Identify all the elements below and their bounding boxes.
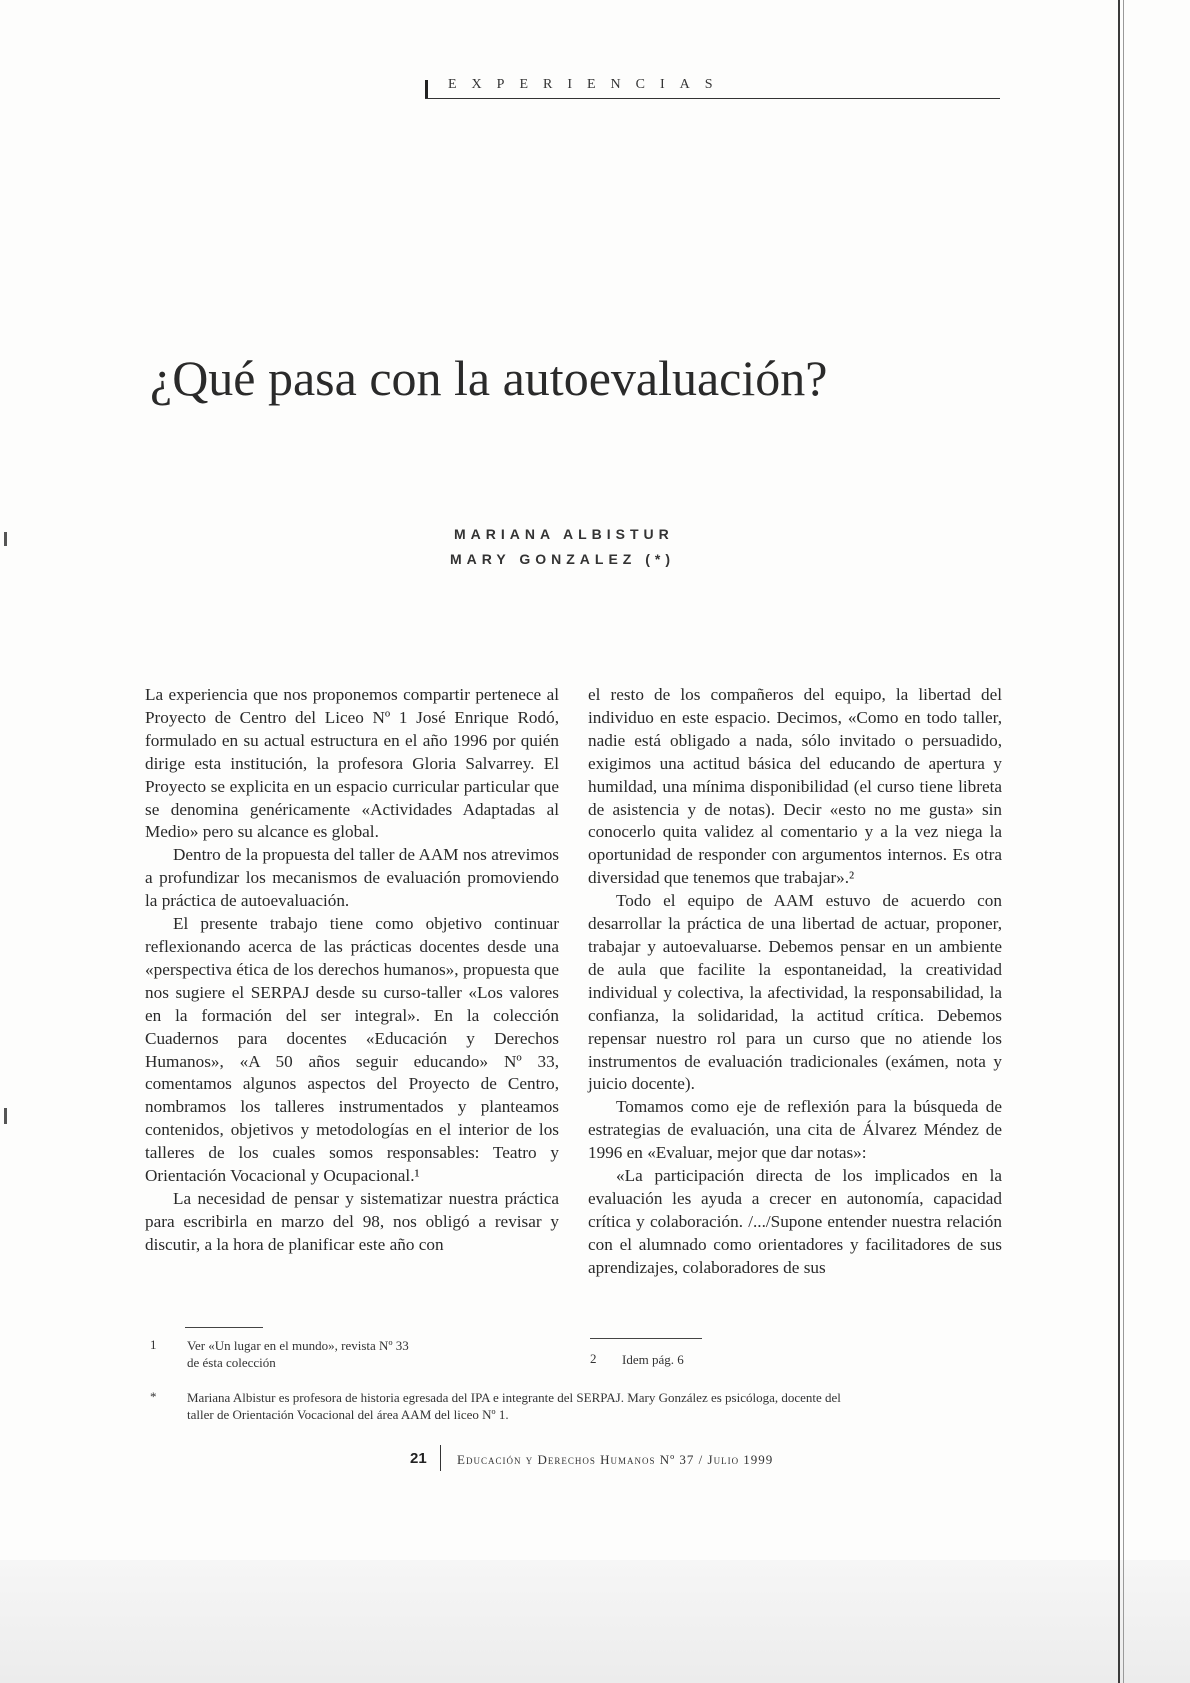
publication-footer: Educación y Derechos Humanos Nº 37 / Julio 1999 bbox=[457, 1452, 774, 1467]
scan-bottom-shadow bbox=[0, 1560, 1190, 1683]
footnote-mark: 2 bbox=[590, 1351, 597, 1366]
body-paragraph: «La participación directa de los implicados en la evaluación les ayuda a crecer en autonomía, capacidad crítica y colaboración. /.../Supone entender nuestra relación con el alumnado como orientadores y facilitadores de sus aprendizajes, colaboradores de sus bbox=[588, 1166, 1002, 1277]
page-number: 21 bbox=[410, 1450, 427, 1467]
footnote-mark: * bbox=[150, 1389, 157, 1404]
author-name: MARIANA ALBISTUR bbox=[454, 526, 674, 542]
body-paragraph: Dentro de la propuesta del taller de AAM nos atrevimos a profundizar los mecanismos de evaluación promoviendo la práctica de autoevaluación. bbox=[145, 845, 559, 911]
body-paragraph: Tomamos como eje de reflexión para la búsqueda de estrategias de evaluación, una cita de Álvarez Méndez de 1996 en «Evaluar, mejor que dar notas»: bbox=[588, 1097, 1002, 1163]
footnote-2: Idem pág. 6 bbox=[622, 1352, 684, 1367]
footnote-text: Ver «Un lugar en el mundo», revista Nº 33 bbox=[187, 1338, 409, 1353]
page-edge-line-secondary bbox=[1123, 0, 1124, 1683]
footnote-text: de ésta colección bbox=[187, 1355, 276, 1370]
body-paragraph: La necesidad de pensar y sistematizar nuestra práctica para escribirla en marzo del 98, nos obligó a revisar y discutir, a la hora de planificar este año con bbox=[145, 1188, 559, 1254]
binding-mark bbox=[4, 532, 7, 546]
folio-divider bbox=[440, 1445, 441, 1471]
section-bar bbox=[425, 80, 428, 98]
body-paragraph: La experiencia que nos proponemos compartir pertenece al Proyecto de Centro del Liceo Nº 1 José Enrique Rodó, formulado en su actual estructura en el año 1996 por quién dirige esta institución, la profesora Gloria Salvarrey. El Proyecto se explicita en un espacio curricular particular que se denomina genéricamente «Actividades Adaptadas al Medio» pero su alcance es global. bbox=[145, 685, 559, 842]
body-paragraph: Todo el equipo de AAM estuvo de acuerdo con desarrollar la práctica de una libertad de actuar, proponer, trabajar y autoevaluarse. Debemos pensar en un ambiente de aula que facilite la espontaneidad, la creatividad individual y colectiva, la afectividad, la responsabilidad, la confianza, la solidaridad, la actitud crítica. Debemos repensar nuestro rol para un curso que no atiende los instrumentos de evaluación tradicionales (exámen, nota y juicio docente). bbox=[588, 891, 1002, 1094]
body-column-left bbox=[145, 684, 559, 1257]
body-column-right bbox=[588, 684, 1002, 1280]
footnote-mark: 1 bbox=[150, 1337, 157, 1352]
article-title: ¿Qué pasa con la autoevaluación? bbox=[150, 350, 828, 406]
footnote-rule bbox=[590, 1338, 702, 1339]
section-header bbox=[425, 74, 1000, 102]
section-label: EXPERIENCIAS bbox=[448, 77, 728, 92]
footnote-rule bbox=[185, 1327, 263, 1328]
footnote-text: taller de Orientación Vocacional del área AAM del liceo Nº 1. bbox=[187, 1407, 509, 1422]
body-paragraph: el resto de los compañeros del equipo, la libertad del individuo en este espacio. Decimos, «Como en todo taller, nadie está obligado a nada, sólo invitado o persuadido, exigimos una actitud básica del educando de apertura y humildad, una mínima disponibilidad (el curso tiene libreta de asistencia y de notas). Decir «esto no me gusta» sin conocerlo quita validez al comentario y a la vez niega la oportunidad de responder con argumentos internos. Es otra diversidad que tenemos que trabajar».² bbox=[588, 685, 1002, 888]
article-authors bbox=[450, 522, 770, 572]
binding-mark bbox=[4, 1108, 7, 1124]
author-name: MARY GONZALEZ (*) bbox=[450, 551, 675, 567]
footnote-author-bio bbox=[187, 1389, 1017, 1423]
footnote-text: Mariana Albistur es profesora de historia egresada del IPA e integrante del SERPAJ. Mary González es psicóloga, docente del bbox=[187, 1390, 841, 1405]
page-edge-line bbox=[1118, 0, 1120, 1683]
section-rule bbox=[425, 98, 1000, 99]
footnote-1 bbox=[187, 1337, 547, 1371]
body-paragraph: El presente trabajo tiene como objetivo continuar reflexionando acerca de las prácticas docentes desde una «perspectiva ética de los derechos humanos», propuesta que nos sugiere el SERPAJ desde su curso-taller «Los valores en la formación del ser integral». En la colección Cuadernos para docentes «Educación y Derechos Humanos», «A 50 años seguir educando» Nº 33, comentamos algunos aspectos del Proyecto de Centro, nombramos los talleres instrumentados y planteamos contenidos, objetivos y metodologías en el interior de los talleres de los cuales somos responsables: Teatro y Orientación Vocacional y Ocupacional.¹ bbox=[145, 914, 559, 1186]
